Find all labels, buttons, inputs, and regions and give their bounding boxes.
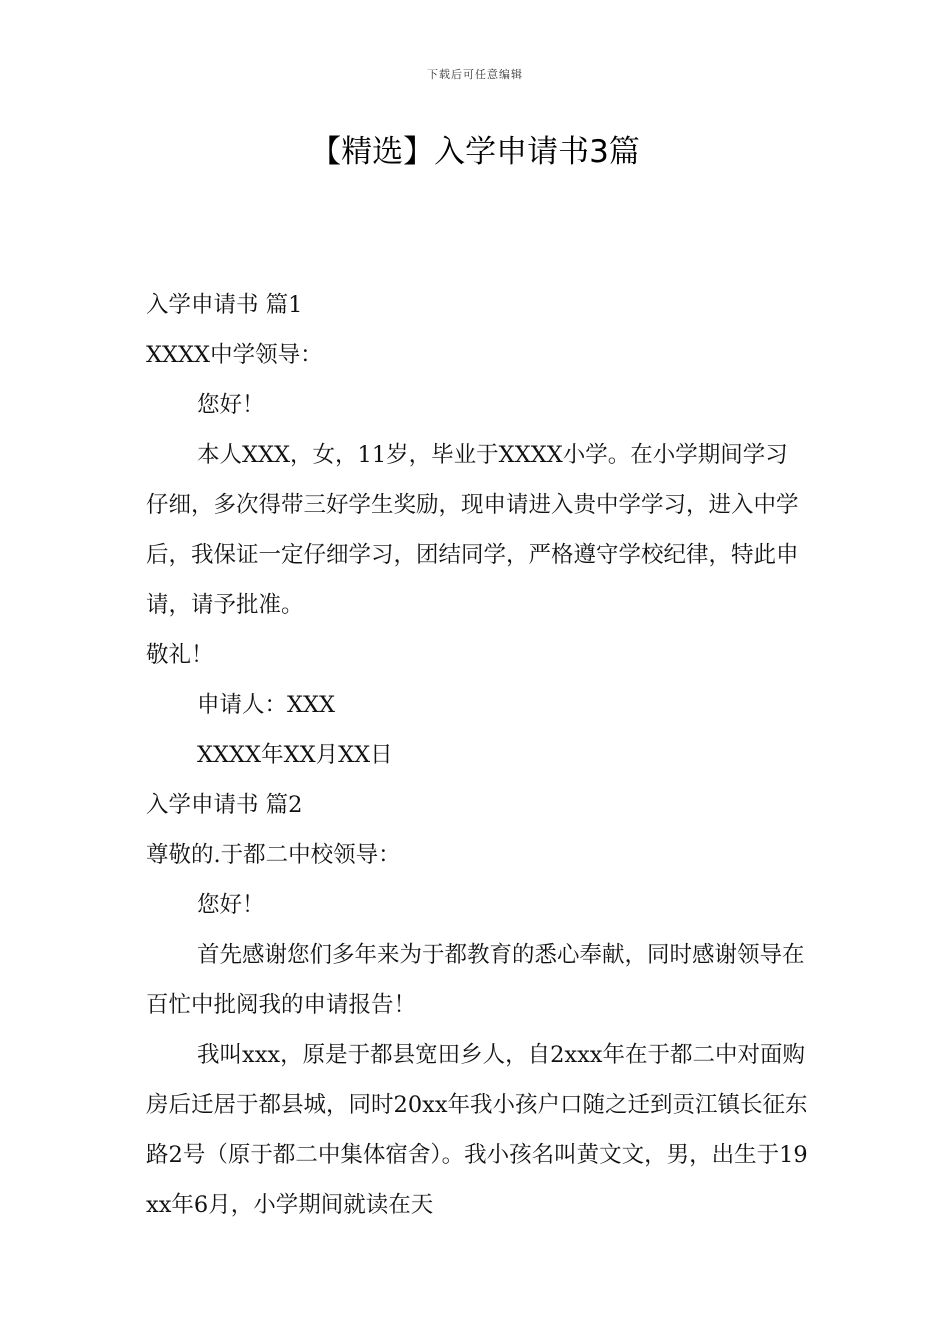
- section2-salutation: 尊敬的.于都二中校领导：: [146, 842, 401, 868]
- section2-heading: 入学申请书 篇2: [146, 792, 303, 818]
- section1-applicant: 申请人：XXX: [197, 692, 336, 718]
- section1-salutation: XXXX中学领导：: [146, 342, 323, 368]
- section2-paragraph2: 我叫xxx，原是于都县宽田乡人，自2xxx年在于都二中对面购房后迁居于都县城，同时20xx年我小孩户口随之迁到贡江镇长征东路2号（原于都二中集体宿舍）。我小孩名叫黄文文，男，出生于19xx年6月，小学期间就读在天: [146, 1042, 808, 1218]
- section2-greeting: 您好！: [197, 892, 265, 918]
- section1-heading: 入学申请书 篇1: [146, 292, 303, 318]
- section1-closing: 敬礼！: [146, 642, 214, 668]
- document-body: [146, 280, 808, 1230]
- section1-date: XXXX年XX月XX日: [197, 742, 393, 768]
- document-title: 【精选】入学申请书3篇: [310, 134, 640, 170]
- section1-greeting: 您好！: [197, 392, 265, 418]
- header-note: 下载后可任意编辑: [427, 68, 523, 81]
- section2-paragraph1: 首先感谢您们多年来为于都教育的悉心奉献，同时感谢领导在百忙中批阅我的申请报告！: [146, 942, 805, 1018]
- section1-paragraph: 本人XXX，女，11岁，毕业于XXXX小学。在小学期间学习仔细，多次得带三好学生奖励，现申请进入贵中学学习，进入中学后，我保证一定仔细学习，团结同学，严格遵守学校纪律，特此申请，请予批准。: [146, 442, 799, 618]
